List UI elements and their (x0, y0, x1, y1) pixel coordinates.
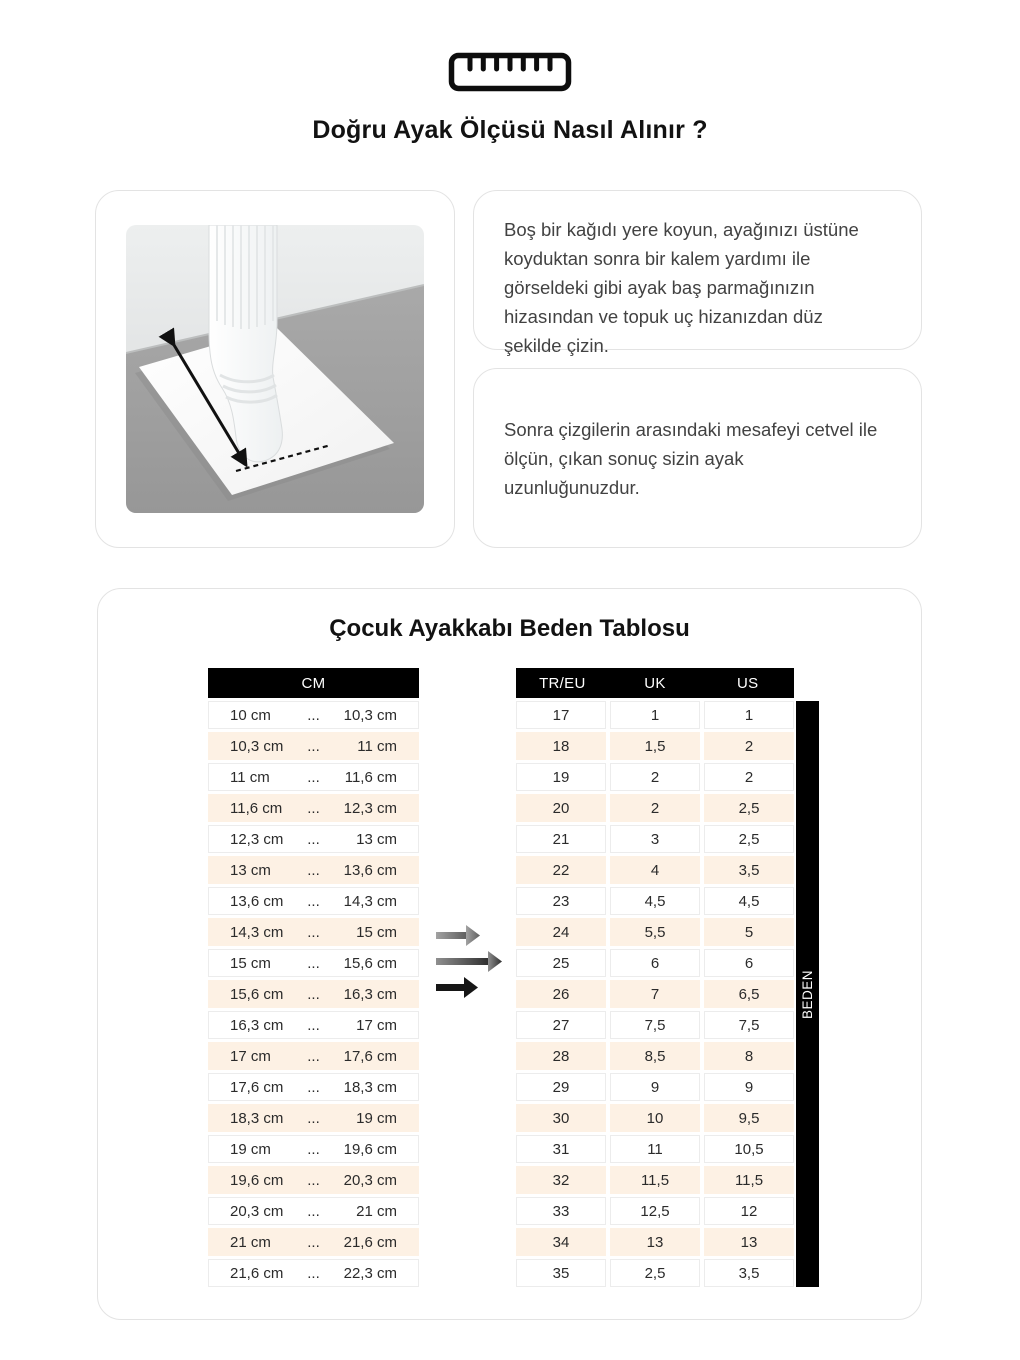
size-cell-uk: 9 (610, 1073, 700, 1101)
size-cell-treu: 31 (516, 1135, 606, 1163)
size-cell-uk: 4 (610, 856, 700, 884)
cm-range-dots: ... (307, 923, 320, 941)
foot-measurement-photo (126, 225, 424, 513)
size-cell-treu: 20 (516, 794, 606, 822)
size-cell-us: 2,5 (704, 825, 794, 853)
cm-row (208, 732, 419, 760)
size-cell-us: 9,5 (704, 1104, 794, 1132)
size-row (516, 1197, 794, 1225)
cm-table-header (208, 668, 419, 698)
cm-range-end: 18,3 cm (343, 1078, 397, 1096)
cm-range-start: 19,6 cm (230, 1171, 284, 1189)
size-cell-treu: 22 (516, 856, 606, 884)
cm-range-start: 20,3 cm (230, 1202, 284, 1220)
cm-range-dots: ... (307, 737, 320, 755)
size-cell-us: 12 (704, 1197, 794, 1225)
size-row (516, 1135, 794, 1163)
cm-range-end: 21 cm (356, 1202, 397, 1220)
size-cell-treu: 30 (516, 1104, 606, 1132)
size-cell-us: 2 (704, 732, 794, 760)
cm-range-end: 10,3 cm (343, 706, 397, 724)
size-cell-us: 3,5 (704, 856, 794, 884)
size-row (516, 980, 794, 1008)
cm-range-end: 20,3 cm (343, 1171, 397, 1189)
size-cell-uk: 1,5 (610, 732, 700, 760)
cm-range-start: 21,6 cm (230, 1264, 284, 1282)
size-row (516, 763, 794, 791)
cm-range-start: 14,3 cm (230, 923, 284, 941)
size-cell-treu: 24 (516, 918, 606, 946)
cm-table-rows (208, 701, 419, 1287)
cm-range-start: 17 cm (230, 1047, 271, 1065)
size-cell-uk: 13 (610, 1228, 700, 1256)
size-row (516, 1073, 794, 1101)
size-row (516, 1259, 794, 1287)
size-cell-uk: 7,5 (610, 1011, 700, 1039)
size-cell-us: 2 (704, 763, 794, 791)
size-cell-uk: 4,5 (610, 887, 700, 915)
size-cell-us: 1 (704, 701, 794, 729)
size-cell-us: 13 (704, 1228, 794, 1256)
cm-range-dots: ... (307, 1016, 320, 1034)
cm-range-start: 17,6 cm (230, 1078, 284, 1096)
cm-range-start: 11 cm (230, 768, 270, 786)
cm-row (208, 1073, 419, 1101)
size-cell-us: 8 (704, 1042, 794, 1070)
cm-row (208, 1166, 419, 1194)
cm-range-dots: ... (307, 1233, 320, 1251)
size-cell-us: 2,5 (704, 794, 794, 822)
cm-range-start: 10,3 cm (230, 737, 284, 755)
cm-range-dots: ... (307, 799, 320, 817)
cm-row (208, 1259, 419, 1287)
cm-row (208, 856, 419, 884)
cm-row (208, 1228, 419, 1256)
size-cell-us: 6,5 (704, 980, 794, 1008)
cm-range-end: 19 cm (356, 1109, 397, 1127)
cm-range-start: 11,6 cm (230, 799, 283, 817)
cm-range-start: 12,3 cm (230, 830, 284, 848)
cm-row (208, 1042, 419, 1070)
size-cell-uk: 11 (610, 1135, 700, 1163)
cm-range-dots: ... (307, 1109, 320, 1127)
size-row (516, 856, 794, 884)
cm-range-start: 18,3 cm (230, 1109, 284, 1127)
cm-range-start: 21 cm (230, 1233, 271, 1251)
cm-range-dots: ... (307, 768, 320, 786)
size-row (516, 918, 794, 946)
size-row (516, 1166, 794, 1194)
cm-range-dots: ... (307, 1171, 320, 1189)
size-cell-uk: 11,5 (610, 1166, 700, 1194)
size-cell-treu: 18 (516, 732, 606, 760)
size-table-title: Çocuk Ayakkabı Beden Tablosu (329, 615, 690, 642)
instruction-card-1 (473, 190, 922, 356)
cm-range-start: 15,6 cm (230, 985, 284, 1003)
cm-range-dots: ... (307, 1047, 320, 1065)
cm-row (208, 1011, 419, 1039)
size-cell-us: 5 (704, 918, 794, 946)
cm-range-start: 13 cm (230, 861, 271, 879)
size-cell-treu: 26 (516, 980, 606, 1008)
size-cell-treu: 21 (516, 825, 606, 853)
cm-range-end: 13 cm (356, 830, 397, 848)
cm-row (208, 763, 419, 791)
cm-range-start: 13,6 cm (230, 892, 284, 910)
cm-range-dots: ... (307, 954, 320, 972)
cm-row (208, 825, 419, 853)
cm-row (208, 1197, 419, 1225)
size-cell-uk: 8,5 (610, 1042, 700, 1070)
instruction-step-2: Sonra çizgilerin arasındaki mesafeyi cetvel ile ölçün, çıkan sonuç sizin ayak uzunluğunuzdur. (504, 418, 878, 498)
cm-table (208, 668, 419, 1287)
cm-range-end: 11 cm (357, 737, 397, 755)
size-row (516, 1104, 794, 1132)
cm-range-start: 10 cm (230, 706, 271, 724)
cm-range-end: 16,3 cm (343, 985, 397, 1003)
beden-bar (796, 701, 819, 1287)
cm-range-dots: ... (307, 1202, 320, 1220)
size-cell-treu: 28 (516, 1042, 606, 1070)
cm-row (208, 980, 419, 1008)
cm-range-end: 15 cm (356, 923, 397, 941)
cm-range-end: 11,6 cm (344, 768, 397, 786)
cm-range-end: 13,6 cm (343, 861, 397, 879)
size-cell-treu: 27 (516, 1011, 606, 1039)
cm-row (208, 1135, 419, 1163)
size-cell-treu: 32 (516, 1166, 606, 1194)
size-table-rows (516, 701, 794, 1287)
cm-range-end: 21,6 cm (343, 1233, 397, 1251)
cm-row (208, 887, 419, 915)
cm-range-end: 14,3 cm (343, 892, 397, 910)
size-cell-treu: 17 (516, 701, 606, 729)
cm-row (208, 701, 419, 729)
size-cell-us: 3,5 (704, 1259, 794, 1287)
size-cell-us: 9 (704, 1073, 794, 1101)
cm-row (208, 949, 419, 977)
size-row (516, 949, 794, 977)
instruction-step-1: Boş bir kağıdı yere koyun, ayağınızı üstüne koyduktan sonra bir kalem yardımı ile görseldeki gibi ayak baş parmağınızın hizasından ve topuk uç hizanızdan düz şekilde çizin. (504, 219, 859, 356)
cm-range-dots: ... (307, 706, 320, 724)
size-cell-uk: 2 (610, 794, 700, 822)
size-cell-uk: 5,5 (610, 918, 700, 946)
size-cell-treu: 25 (516, 949, 606, 977)
size-cell-us: 6 (704, 949, 794, 977)
page-title: Doğru Ayak Ölçüsü Nasıl Alınır ? (312, 116, 708, 144)
header-cell-uk: UK (644, 674, 666, 692)
size-cell-uk: 3 (610, 825, 700, 853)
cm-row (208, 1104, 419, 1132)
size-cell-uk: 7 (610, 980, 700, 1008)
size-cell-treu: 34 (516, 1228, 606, 1256)
size-row (516, 1042, 794, 1070)
cm-range-dots: ... (307, 1140, 320, 1158)
arrows-right-icon (436, 919, 506, 1004)
cm-range-dots: ... (307, 861, 320, 879)
cm-range-start: 15 cm (230, 954, 271, 972)
cm-header-label: CM (301, 674, 326, 692)
size-cell-treu: 35 (516, 1259, 606, 1287)
ruler-icon (0, 52, 1020, 92)
cm-row (208, 918, 419, 946)
size-cell-treu: 19 (516, 763, 606, 791)
cm-range-end: 22,3 cm (343, 1264, 397, 1282)
size-cell-treu: 29 (516, 1073, 606, 1101)
header-cell-us: US (736, 674, 759, 692)
measurement-photo-card (95, 190, 455, 548)
cm-range-dots: ... (307, 1264, 320, 1282)
size-cell-uk: 12,5 (610, 1197, 700, 1225)
cm-range-start: 19 cm (230, 1140, 271, 1158)
size-table (516, 668, 794, 1287)
size-cell-us: 4,5 (704, 887, 794, 915)
cm-range-dots: ... (307, 1078, 320, 1096)
size-table-header (516, 668, 794, 698)
size-table-card (97, 588, 922, 1320)
size-row (516, 825, 794, 853)
cm-range-end: 12,3 cm (343, 799, 397, 817)
beden-label: BEDEN (800, 969, 816, 1019)
cm-row (208, 794, 419, 822)
cm-range-dots: ... (307, 892, 320, 910)
instruction-card-2 (473, 368, 922, 548)
cm-range-dots: ... (307, 830, 320, 848)
cm-range-end: 17 cm (356, 1016, 397, 1034)
size-row (516, 1228, 794, 1256)
cm-range-end: 19,6 cm (343, 1140, 397, 1158)
size-row (516, 794, 794, 822)
size-cell-treu: 33 (516, 1197, 606, 1225)
size-row (516, 701, 794, 729)
cm-range-end: 15,6 cm (343, 954, 397, 972)
size-cell-us: 7,5 (704, 1011, 794, 1039)
size-cell-uk: 10 (610, 1104, 700, 1132)
size-cell-uk: 1 (610, 701, 700, 729)
size-row (516, 732, 794, 760)
size-cell-uk: 2,5 (610, 1259, 700, 1287)
cm-range-end: 17,6 cm (343, 1047, 397, 1065)
size-cell-treu: 23 (516, 887, 606, 915)
size-cell-uk: 2 (610, 763, 700, 791)
header-cell-treu: TR/EU (539, 674, 586, 692)
size-row (516, 1011, 794, 1039)
size-row (516, 887, 794, 915)
cm-range-start: 16,3 cm (230, 1016, 284, 1034)
size-cell-us: 11,5 (704, 1166, 794, 1194)
size-cell-us: 10,5 (704, 1135, 794, 1163)
size-cell-uk: 6 (610, 949, 700, 977)
cm-range-dots: ... (307, 985, 320, 1003)
